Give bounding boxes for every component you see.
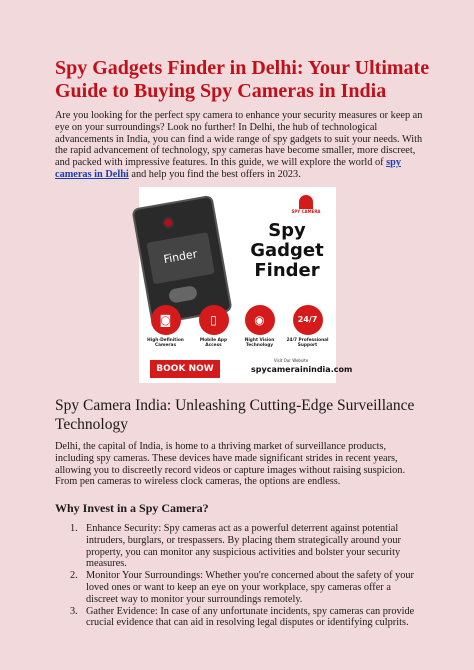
list-number: 1. <box>70 523 78 534</box>
website-info <box>251 358 353 374</box>
support-24-7-icon: 24/7 <box>293 305 323 335</box>
visit-label: Visit Our Website <box>273 358 309 363</box>
intro-text-before: Are you looking for the perfect spy camera to enhance your security measures or keep an eye on your surroundings? Look no further! In Delhi, the hub of technological advancements in India, you can find a wide range of spy gadgets to suit your needs. With the rapid advancement of technology, spy cameras have become smaller, more discreet, and packed with impressive features. In this guide, we will explore the world of <box>55 110 423 169</box>
feature-night-vision <box>237 305 282 348</box>
list-number: 3. <box>70 605 78 617</box>
intro-text-after: and help you find the best offers in 2023. <box>128 168 301 180</box>
list-item-text: Enhance Security: Spy cameras act as a powerful deterrent against potential intruders, burglars, or trespassers. By placing them strategically around your property, you can monitor any suspicious activities and bolster your security measures. <box>86 523 401 570</box>
feature-support <box>285 305 330 348</box>
feature-label: Night Vision Technology <box>244 338 275 348</box>
spy-cameras-delhi-link[interactable]: spy cameras in Delhi <box>55 157 402 180</box>
ad-headline: Spy Gadget Finder <box>250 220 324 281</box>
camera-icon: ◙ <box>151 305 181 335</box>
book-now-button[interactable]: BOOK NOW <box>150 360 220 378</box>
eye-icon: ◉ <box>245 305 275 335</box>
section-heading: Spy Camera India: Unleashing Cutting-Edge Surveillance Technology <box>55 397 415 433</box>
feature-label: High-Definition Cameras <box>147 338 184 348</box>
list-item-text: Gather Evidence: In case of any unfortunate incidents, spy cameras can provide crucial evidence that can aid in resolving legal disputes or identifying culprits. <box>86 605 415 629</box>
brand-logo <box>286 195 326 214</box>
logo-mark-icon <box>299 195 313 209</box>
feature-mobile-app <box>191 305 236 348</box>
reasons-list <box>70 523 422 629</box>
section-paragraph: Delhi, the capital of India, is home to a thriving market of surveillance products, including spy cameras. These devices have made significant strides in recent years, allowing you to discreetly record videos or capture images without raising suspicion. From pen cameras to wireless clock cameras, the options are endless. <box>55 441 406 488</box>
device-label: Finder <box>146 232 214 284</box>
lens-icon <box>161 216 175 230</box>
list-item <box>70 606 422 630</box>
feature-hd-cameras <box>143 305 188 348</box>
advertisement-image <box>139 187 353 383</box>
feature-label: 24/7 Professional Support <box>286 338 329 348</box>
list-item <box>70 570 422 605</box>
device-knob <box>168 285 198 304</box>
intro-paragraph <box>55 110 425 181</box>
website-url: spycamerainindia.com <box>251 365 353 374</box>
why-heading: Why Invest in a Spy Camera? <box>55 501 209 515</box>
list-number: 2. <box>70 570 78 582</box>
logo-text: SPY CAMERA <box>291 209 321 214</box>
mobile-app-icon: ▯ <box>199 305 229 335</box>
list-item-text: Monitor Your Surroundings: Whether you're concerned about the safety of your loved ones or want to keep an eye on your workplace, spy cameras offer a discreet way to monitor your surroundings remotely. <box>86 570 414 605</box>
feature-label: Mobile App Access <box>199 338 228 348</box>
page-title: Spy Gadgets Finder in Delhi: Your Ultimate Guide to Buying Spy Cameras in India <box>55 57 430 102</box>
list-item <box>70 523 422 570</box>
